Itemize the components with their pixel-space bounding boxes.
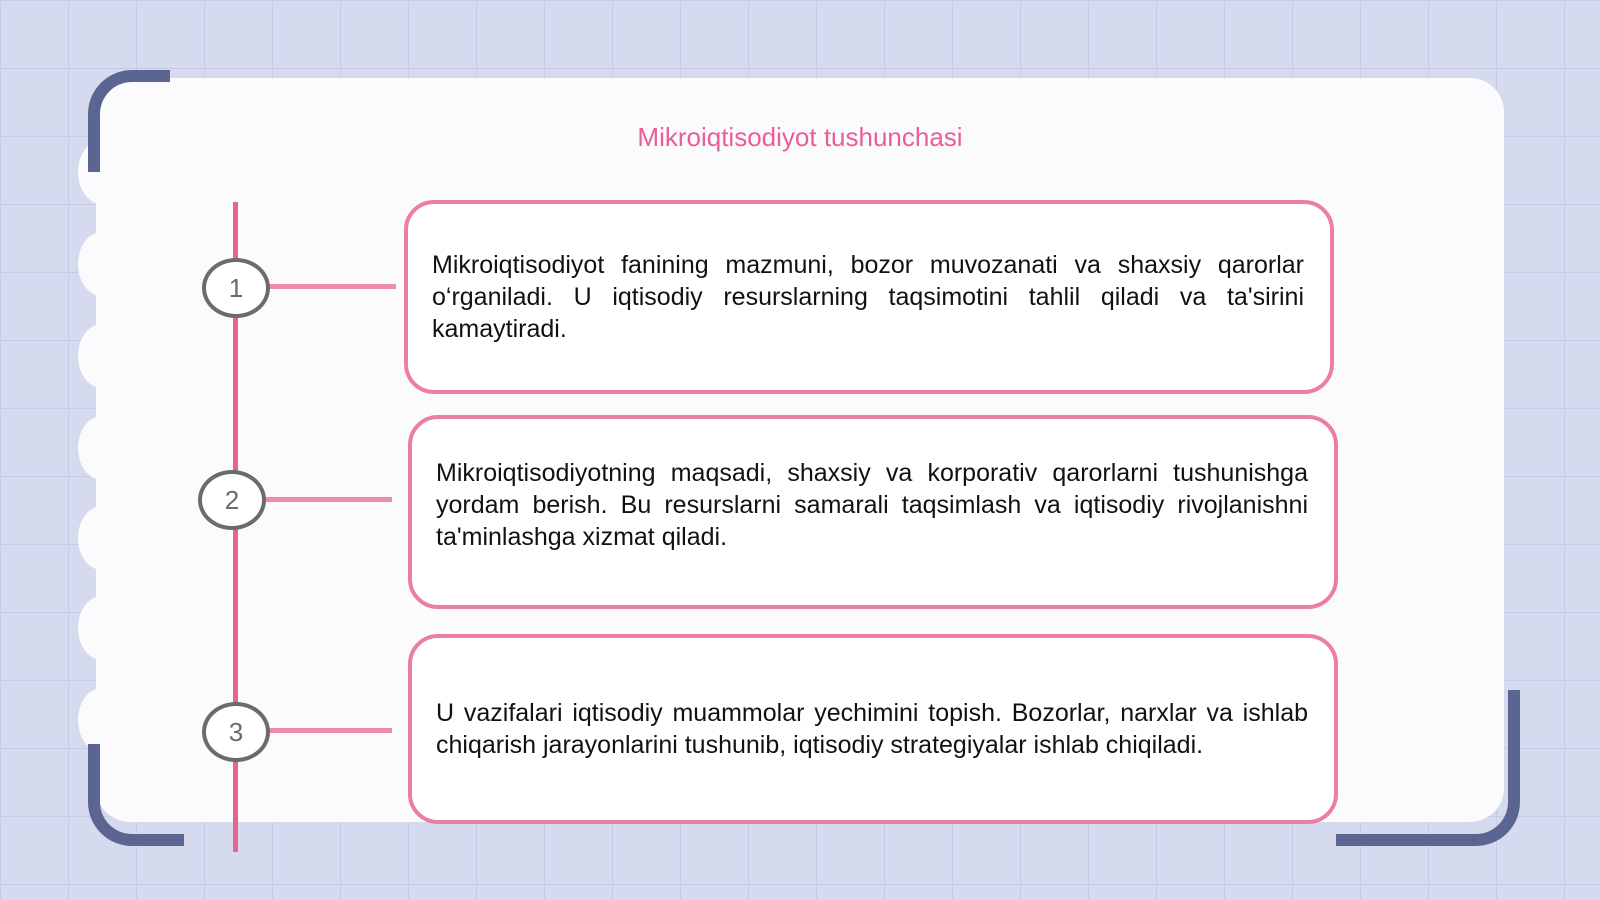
timeline-connector <box>266 728 392 733</box>
paper-tab <box>78 416 126 480</box>
timeline-connector <box>262 497 392 502</box>
frame-corner-bottom-left <box>88 744 184 846</box>
paper-tab <box>78 232 126 296</box>
paper-tab <box>78 596 126 660</box>
paper-tab <box>78 506 126 570</box>
timeline-card-1 <box>404 200 1334 394</box>
timeline-connector <box>266 284 396 289</box>
card-text-1: Mikroiqtisodiyot fanining mazmuni, bozor muvozanati va shaxsiy qarorlar o‘rganiladi. U iqtisodiy resurslarning taqsimotini tahlil qiladi va ta'sirini kamaytiradi. <box>432 251 1304 343</box>
step-number-2: 2 <box>198 470 266 530</box>
step-number-1: 1 <box>202 258 270 318</box>
timeline-card-2 <box>408 415 1338 609</box>
frame-corner-top-left <box>88 70 170 172</box>
paper-tab <box>78 324 126 388</box>
paper-tab <box>78 688 126 752</box>
frame-corner-bottom-right <box>1336 690 1520 846</box>
card-text-2: Mikroiqtisodiyotning maqsadi, shaxsiy va korporativ qarorlarni tushunishga yordam berish. Bu resurslarni samarali taqsimlash va iqtisodiy rivojlanishni ta'minlashga xizmat qiladi. <box>436 459 1308 551</box>
step-number-3: 3 <box>202 702 270 762</box>
slide-title: Mikroiqtisodiyot tushunchasi <box>637 122 963 152</box>
card-text-3: U vazifalari iqtisodiy muammolar yechimini topish. Bozorlar, narxlar va ishlab chiqarish jarayonlarini tushunib, iqtisodiy strategiyalar ishlab chiqiladi. <box>436 699 1308 759</box>
timeline-card-3 <box>408 634 1338 824</box>
